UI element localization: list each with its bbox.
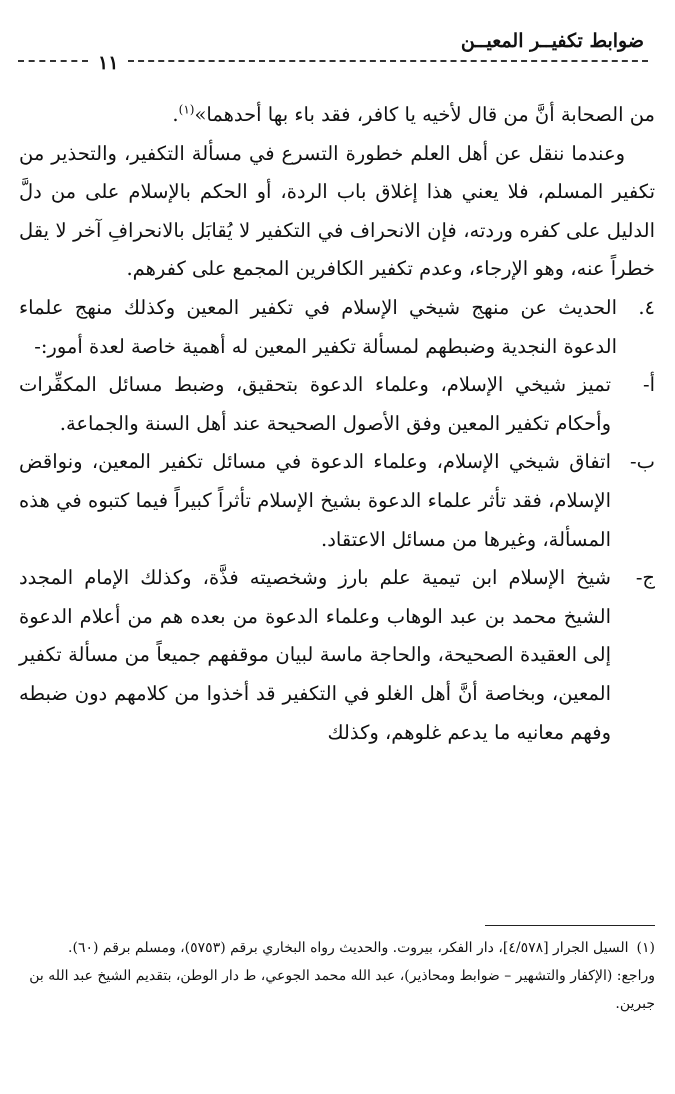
paragraph: وعندما ننقل عن أهل العلم خطورة التسرع في مسألة التكفير، والتحذير من تكفير المسلم، فلا يعني هذا إغلاق باب الردة، أو الحكم بالإسلام على من دلَّ الدليل على كفره وردته، فإن الانحراف في التكفير لا يُقابَل بالانحرافِ آخر لا يقل خطراً عنه، وهو الإرجاء، وعدم تكفير الكافرين المجمع على كفرهم. <box>19 141 655 281</box>
running-header <box>18 30 648 74</box>
list-item-alef <box>19 366 655 443</box>
item-text: تميز شيخي الإسلام، وعلماء الدعوة بتحقيق، وضبط مسائل المكفِّرات وأحكام تكفير المعين وفق الأصول الصحيحة عند أهل السنة والجماعة. <box>19 373 611 435</box>
item-text: شيخ الإسلام ابن تيمية علم بارز وشخصيته فذَّة، وكذلك الإمام المجدد الشيخ محمد بن عبد الوهاب وعلماء الدعوة من بعده هم من أعلام الدعوة إلى العقيدة الصحيحة، والحاجة ماسة لبيان موقفهم جميعاً من مسألة تكفير المعين، وبخاصة أنَّ أهل الغلو في التكفير قد أخذوا من كلامهم دون ضبطه وفهم معانيه ما يدعم غلوهم، وكذلك <box>19 566 611 744</box>
paragraph-continuation: من الصحابة أنَّ من قال لأخيه يا كافر، فقد باء بها أحدهما»$^{(١)}$. <box>172 102 655 126</box>
footnote-continuation: وراجع: (الإكفار والتشهير – ضوابط ومحاذير)، عبد الله محمد الجوعي، ط دار الوطن، بتقديم الشيخ عبد الله بن جبرين. <box>29 968 655 1012</box>
page-number: ١١ <box>98 52 119 74</box>
list-item-ba <box>19 443 655 559</box>
item-text: الحديث عن منهج شيخي الإسلام في تكفير المعين وكذلك منهج علماء الدعوة النجدية وضبطهم لمسألة تكفير المعين له أهمية خاصة لعدة أمور:- <box>19 295 617 358</box>
footnotes <box>19 934 655 1018</box>
main-text <box>19 96 655 752</box>
numbered-item-4 <box>19 289 655 366</box>
footnote-marker: (١) <box>636 940 655 956</box>
footnote-separator <box>485 925 655 926</box>
item-letter: ج- <box>635 566 655 590</box>
header-rule <box>128 60 648 62</box>
item-number: ٤. <box>638 295 655 319</box>
paragraph-text: من الصحابة أنَّ من قال لأخيه يا كافر، فقد باء بها أحدهما» <box>194 103 655 126</box>
item-text: اتفاق شيخي الإسلام، وعلماء الدعوة في مسائل تكفير المعين، ونواقض الإسلام، فقد تأثر علماء الدعوة بشيخ الإسلام تأثراً كبيراً فيما كتبوه في هذه المسألة، وغيرها من مسائل الاعتقاد. <box>19 450 611 551</box>
item-letter: ب- <box>630 450 655 474</box>
footnote-text: السيل الجرار [٤/٥٧٨]، دار الفكر، بيروت. والحديث رواه البخاري برقم (٥٧٥٣)، ومسلم برقم (٦٠). <box>68 940 629 956</box>
list-item-jim <box>19 559 655 752</box>
running-title: ضوابط تكفيــر المعيــن <box>460 30 644 52</box>
item-letter: أ- <box>642 373 655 397</box>
footnote-1 <box>19 934 655 962</box>
footnote-ref: (١) <box>178 102 195 117</box>
header-rule-short <box>18 60 88 62</box>
